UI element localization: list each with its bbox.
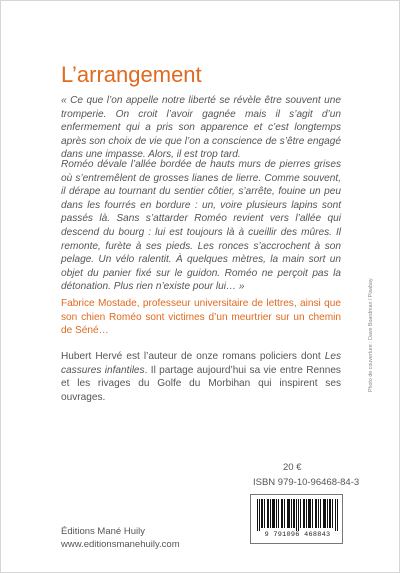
price: 20 € (283, 462, 302, 473)
author-previous-title: Les cassures infantiles (61, 351, 341, 376)
synopsis-paragraph: Roméo dévale l’allée bordée de hauts murs de pierres grises où s’entremêlent de grosses lianes de lierre. Comme souvent, il dérape au tournant du sentier côtier, s’arrête, fouine un peu dans les fourrés en bordure : un, voire plusieurs lapins sont passés là. Sans s’attarder Roméo revient vers l’allée qui descend du bourg : lui est toujours là à cueillir des mûres. Il remonte, furète à ses pieds. Les ronces s’accrochent à son pelage. Un vélo ralentit. À quelques mètres, la main sort un objet du panier fixé sur le guidon. Roméo ne perçoit pas la détonation. Plus rien n’existe pour lui… » (61, 159, 341, 293)
teaser-paragraph: Fabrice Mostade, professeur universitaire de lettres, ainsi que son chien Roméo sont victimes d’un meurtrier sur un chemin de Séné… (61, 298, 341, 337)
author-bio-end: . Il partage aujourd’hui sa vie entre Rennes et les rivages du Golfe du Morbihan qui inspirent ses ouvrages. (61, 364, 341, 403)
book-title: L’arrangement (61, 62, 202, 87)
barcode-digits: 9 791096 468843 (264, 531, 331, 539)
author-bio (61, 350, 341, 404)
barcode (250, 494, 343, 544)
isbn: ISBN 979-10-96468-84-3 (253, 477, 360, 488)
barcode-bars-icon (257, 499, 338, 531)
publisher-name: Éditions Mané Huily (61, 526, 145, 537)
photo-credit: Photo de couverture : Dave Boardman / Pixabay (368, 278, 374, 392)
publisher-website: www.editionsmanehuily.com (61, 539, 180, 550)
quote-paragraph: « Ce que l’on appelle notre liberté se révèle être souvent une tromperie. On croit l’avoir gagnée mais il s’agit d’un enfermement qui a pris son apparence et c’est longtemps après son choix de vie que l’on a conscience de s’être engagé dans une impasse. Alors, il est trop tard. (61, 95, 341, 161)
author-bio-start: Hubert Hervé est l’auteur de onze romans policiers dont (61, 351, 325, 362)
